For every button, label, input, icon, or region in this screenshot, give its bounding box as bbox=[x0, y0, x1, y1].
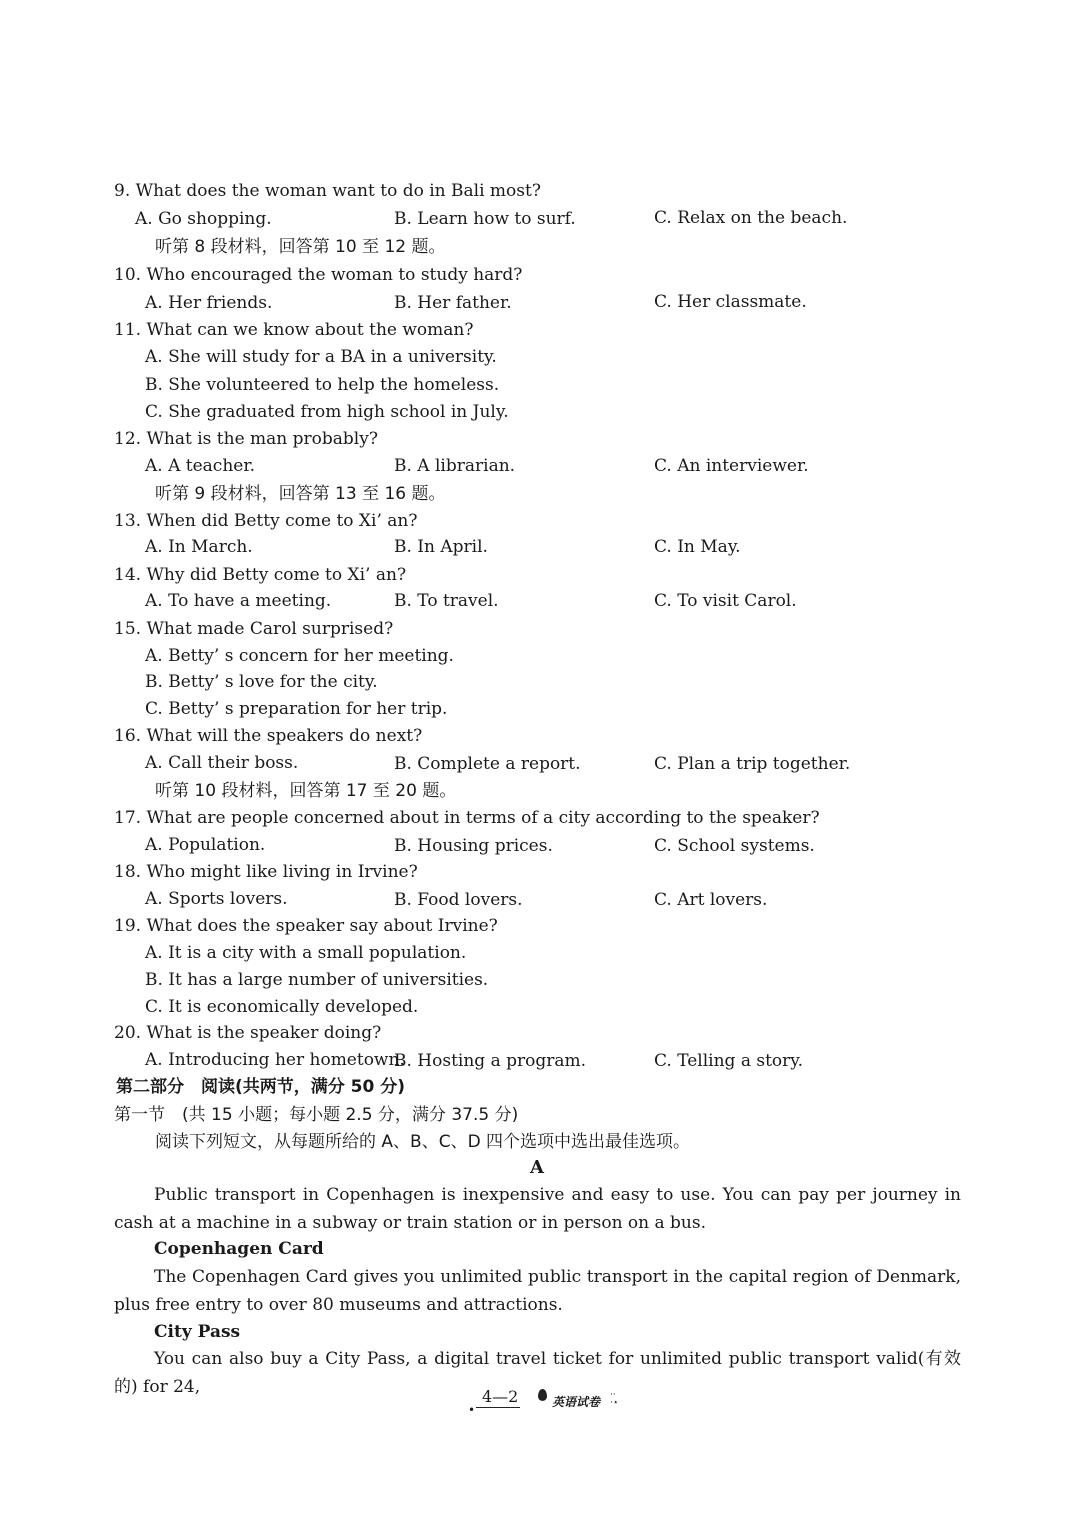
option-b: B. It has a large number of universities. bbox=[145, 970, 489, 990]
section-title: 第一节 (共 15 小题；每小题 2.5 分，满分 37.5 分) bbox=[114, 1105, 519, 1125]
option-b: B. In April. bbox=[394, 537, 488, 557]
question-stem: 17. What are people concerned about in terms of a city according to the speaker? bbox=[114, 808, 820, 828]
option-a: A. Her friends. bbox=[145, 293, 273, 313]
question-stem: 11. What can we know about the woman? bbox=[114, 320, 474, 340]
listening-heading: 听第 8 段材料，回答第 10 至 12 题。 bbox=[155, 237, 446, 257]
listening-heading: 听第 10 段材料，回答第 17 至 20 题。 bbox=[155, 781, 457, 801]
question-stem: 20. What is the speaker doing? bbox=[114, 1023, 382, 1043]
option-a: A. It is a city with a small population. bbox=[145, 943, 467, 963]
option-b: B. Her father. bbox=[394, 293, 512, 313]
option-a: A. In March. bbox=[145, 537, 253, 557]
option-c: C. She graduated from high school in July. bbox=[145, 402, 509, 422]
paragraph bbox=[114, 1181, 961, 1237]
option-c: C. Relax on the beach. bbox=[654, 208, 848, 228]
option-a: A. To have a meeting. bbox=[145, 591, 332, 611]
question-stem: 12. What is the man probably? bbox=[114, 429, 378, 449]
ink-drop-icon bbox=[538, 1389, 547, 1401]
question-stem: 15. What made Carol surprised? bbox=[114, 619, 394, 639]
option-b: B. Food lovers. bbox=[394, 890, 523, 910]
option-c: C. School systems. bbox=[654, 836, 815, 856]
option-b: B. Housing prices. bbox=[394, 836, 553, 856]
option-a: A. Call their boss. bbox=[145, 753, 299, 773]
option-b: B. She volunteered to help the homeless. bbox=[145, 375, 500, 395]
option-c: C. Her classmate. bbox=[654, 292, 807, 312]
option-b: B. Hosting a program. bbox=[394, 1051, 587, 1071]
option-c: C. To visit Carol. bbox=[654, 591, 797, 611]
option-a: A. Population. bbox=[145, 835, 266, 855]
option-c: C. Art lovers. bbox=[654, 890, 768, 910]
option-a: A. Sports lovers. bbox=[145, 889, 288, 909]
option-a: A. Go shopping. bbox=[135, 209, 272, 229]
passage-letter: A bbox=[530, 1157, 544, 1178]
option-b: B. Betty’ s love for the city. bbox=[145, 672, 378, 692]
option-c: C. In May. bbox=[654, 537, 741, 557]
subheading: City Pass bbox=[154, 1322, 241, 1342]
option-c: C. Telling a story. bbox=[654, 1051, 804, 1071]
question-stem: 14. Why did Betty come to Xi’ an? bbox=[114, 565, 407, 585]
paragraph-text: You can also buy a City Pass, a digital travel ticket for unlimited public transport valid(有效的) for 24, bbox=[114, 1349, 961, 1397]
paragraph bbox=[114, 1263, 961, 1319]
question-stem: 19. What does the speaker say about Irvine? bbox=[114, 916, 498, 936]
option-a: A. She will study for a BA in a university. bbox=[145, 347, 497, 367]
paragraph-text: Public transport in Copenhagen is inexpensive and easy to use. You can pay per journey in cash at a machine in a subway or train station or in person on a bus. bbox=[114, 1185, 961, 1233]
question-stem: 16. What will the speakers do next? bbox=[114, 726, 423, 746]
question-stem: 9. What does the woman want to do in Bali most? bbox=[114, 181, 541, 201]
option-b: B. Complete a report. bbox=[394, 754, 581, 774]
option-c: C. It is economically developed. bbox=[145, 997, 419, 1017]
dot-mark: • bbox=[468, 1403, 476, 1417]
star-decoration-icon: ·· ·⋆ bbox=[610, 1390, 619, 1408]
listening-heading: 听第 9 段材料，回答第 13 至 16 题。 bbox=[155, 484, 446, 504]
option-b: B. Learn how to surf. bbox=[394, 209, 576, 229]
part-title: 第二部分 阅读(共两节，满分 50 分) bbox=[116, 1077, 406, 1097]
option-c: C. Betty’ s preparation for her trip. bbox=[145, 699, 448, 719]
option-a: A. A teacher. bbox=[145, 456, 255, 476]
page-footer bbox=[468, 1387, 628, 1417]
page-number: 4—2 bbox=[476, 1387, 520, 1408]
question-stem: 18. Who might like living in Irvine? bbox=[114, 862, 418, 882]
option-b: B. To travel. bbox=[394, 591, 499, 611]
instruction: 阅读下列短文，从每题所给的 A、B、C、D 四个选项中选出最佳选项。 bbox=[155, 1132, 691, 1152]
question-stem: 10. Who encouraged the woman to study hard? bbox=[114, 265, 523, 285]
option-c: C. An interviewer. bbox=[654, 456, 809, 476]
option-c: C. Plan a trip together. bbox=[654, 754, 851, 774]
exam-label: 英语试卷 bbox=[552, 1395, 601, 1409]
subheading: Copenhagen Card bbox=[154, 1239, 324, 1259]
option-a: A. Introducing her hometown. bbox=[145, 1050, 405, 1070]
question-stem: 13. When did Betty come to Xi’ an? bbox=[114, 511, 418, 531]
option-b: B. A librarian. bbox=[394, 456, 516, 476]
option-a: A. Betty’ s concern for her meeting. bbox=[145, 646, 454, 666]
paragraph-text: The Copenhagen Card gives you unlimited public transport in the capital region of Denmark, plus free entry to over 80 museums and attractions. bbox=[114, 1267, 961, 1315]
